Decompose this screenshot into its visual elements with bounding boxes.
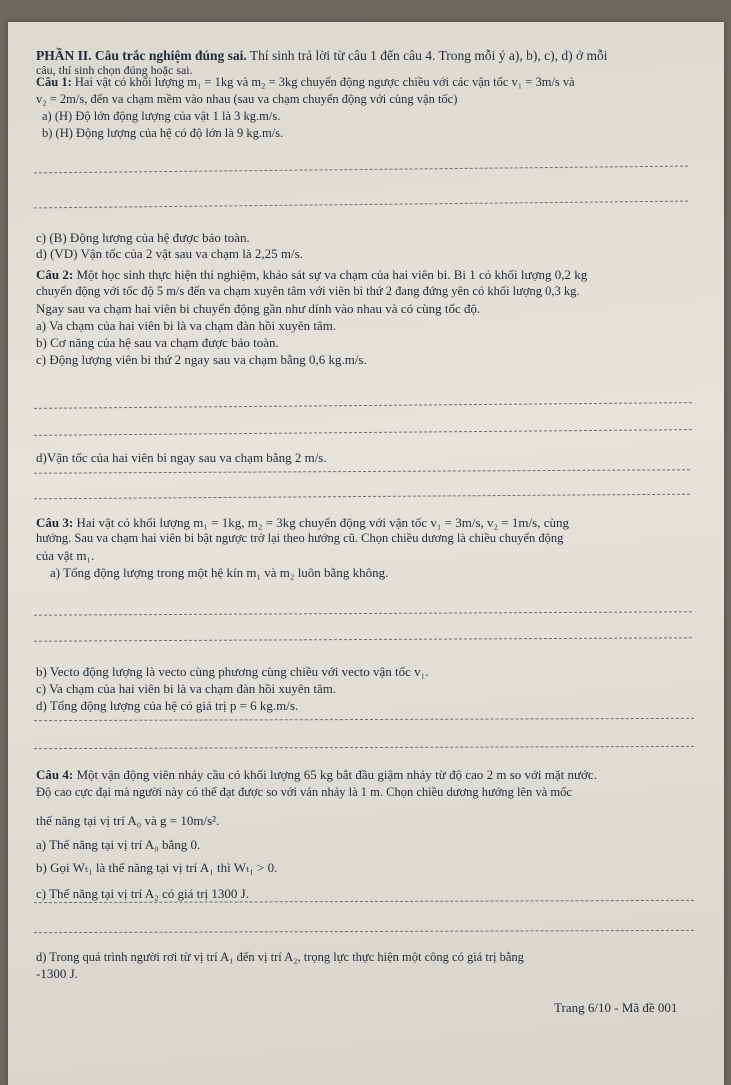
page-footer: Trang 6/10 - Mã đề 001: [554, 1000, 678, 1015]
q3-stem-line-1: Câu 3: Hai vật có khối lượng m₁ = 1kg, m₂ = 3kg chuyển động với vận tốc v₁ = 3m/s, v₂ = 1m/s, cùng: [36, 515, 569, 530]
q4-stem-line-1: Câu 4: Một vận động viên nhảy cầu có khối lượng 65 kg bắt đầu giậm nhảy từ độ cao 2 m so với mặt nước.: [36, 767, 597, 782]
q1-stem-line-1: Câu 1: Hai vật có khối lượng m₁ = 1kg và m₂ = 3kg chuyển động ngược chiều với các vận tốc v₁ = 3m/s và: [36, 75, 575, 89]
answer-line: [34, 429, 692, 436]
q3-option-b: b) Vecto động lượng là vecto cùng phương cùng chiều với vecto vận tốc v₁.: [36, 664, 429, 679]
q4-option-a: a) Thế năng tại vị trí A₀ bằng 0.: [36, 837, 201, 852]
q1-option-d: d) (VD) Vận tốc của 2 vật sau va chạm là 2,25 m/s.: [36, 246, 303, 261]
instructions: Thí sinh trả lời từ câu 1 đến câu 4. Trong mỗi ý a), b), c), d) ở mỗi: [249, 48, 608, 63]
answer-line: [34, 166, 688, 174]
q3-option-a: a) Tổng động lượng trong một hệ kín m₁ và m₂ luôn bằng không.: [50, 565, 389, 580]
answer-line: [34, 637, 692, 641]
answer-line: [34, 746, 694, 749]
answer-line: [34, 201, 688, 209]
q1-option-b: b) (H) Động lượng của hệ có độ lớn là 9 kg.m/s.: [42, 126, 284, 140]
q4-option-c: c) Thế năng tại vị trí A₂ có giá trị 1300 J.: [36, 886, 249, 901]
q1-label: Câu 1:: [36, 75, 72, 89]
q3-option-d: d) Tổng động lượng của hệ có giá trị p = 6 kg.m/s.: [36, 698, 299, 713]
q1-option-a: a) (H) Độ lớn động lượng của vật 1 là 3 kg.m/s.: [42, 109, 281, 123]
q2-option-b: b) Cơ năng của hệ sau va chạm được bảo toàn.: [36, 335, 279, 350]
q2-label: Câu 2:: [36, 267, 74, 282]
q2-stem-line-2: chuyển động với tốc độ 5 m/s đến va chạm xuyên tâm với viên bi thứ 2 đang đứng yên có khối lượng 0,3 kg.: [36, 284, 580, 298]
q4-option-d-cont: -1300 J.: [36, 966, 78, 981]
answer-line: [34, 494, 690, 500]
q1-option-c: c) (B) Động lượng của hệ được bảo toàn.: [36, 230, 250, 245]
q2-stem-line-1: Câu 2: Một học sinh thực hiện thí nghiệm, khảo sát sự va chạm của hai viên bi. Bi 1 có khối lượng 0,2 kg: [36, 267, 588, 282]
exam-page: [8, 22, 724, 1085]
q4-option-b: b) Gọi Wₜ₁ là thế năng tại vị trí A₁ thì Wₜ₁ > 0.: [36, 860, 278, 875]
q4-option-d: d) Trong quá trình người rơi từ vị trí A₁ đến vị trí A₂, trọng lực thực hiện một công có giá trị bằng: [36, 950, 524, 964]
answer-line: [34, 469, 690, 473]
answer-line: [34, 718, 694, 721]
q4-stem-line-2: Độ cao cực đại mà người này có thể đạt được so với ván nhảy là 1 m. Chọn chiều dương hướng lên và mốc: [36, 785, 572, 799]
answer-line: [34, 930, 694, 933]
q3-stem-line-3: của vật m₁.: [36, 548, 95, 563]
part-title: PHẦN II. Câu trắc nghiệm đúng sai.: [36, 48, 247, 63]
answer-line: [34, 402, 692, 409]
instructions-cont: câu, thí sinh chọn đúng hoặc sai.: [36, 63, 193, 77]
q2-option-a: a) Va chạm của hai viên bi là va chạm đàn hồi xuyên tâm.: [36, 318, 337, 333]
q4-label: Câu 4:: [36, 767, 74, 782]
q2-option-c: c) Động lượng viên bi thứ 2 ngay sau va chạm bằng 0,6 kg.m/s.: [36, 352, 367, 367]
q3-stem-line-2: hướng. Sau va chạm hai viên bi bật ngược trở lại theo hướng cũ. Chọn chiều dương là chiều chuyển động: [36, 531, 564, 545]
part-heading: [36, 48, 607, 63]
q1-stem-line-2: v₂ = 2m/s, đến va chạm mềm vào nhau (sau va chạm chuyển động với cùng vận tốc): [36, 92, 458, 106]
answer-line: [34, 611, 692, 615]
q2-option-d: d)Vận tốc của hai viên bi ngay sau va chạm bằng 2 m/s.: [36, 450, 327, 465]
q2-stem-line-3: Ngay sau va chạm hai viên bi chuyển động gần như dính vào nhau và có cùng tốc độ.: [36, 301, 481, 316]
q3-label: Câu 3:: [36, 515, 74, 530]
q4-stem-line-3: thế năng tại vị trí A₀ và g = 10m/s².: [36, 813, 220, 828]
q3-option-c: c) Va chạm của hai viên bi là va chạm đàn hồi xuyên tâm.: [36, 681, 337, 696]
